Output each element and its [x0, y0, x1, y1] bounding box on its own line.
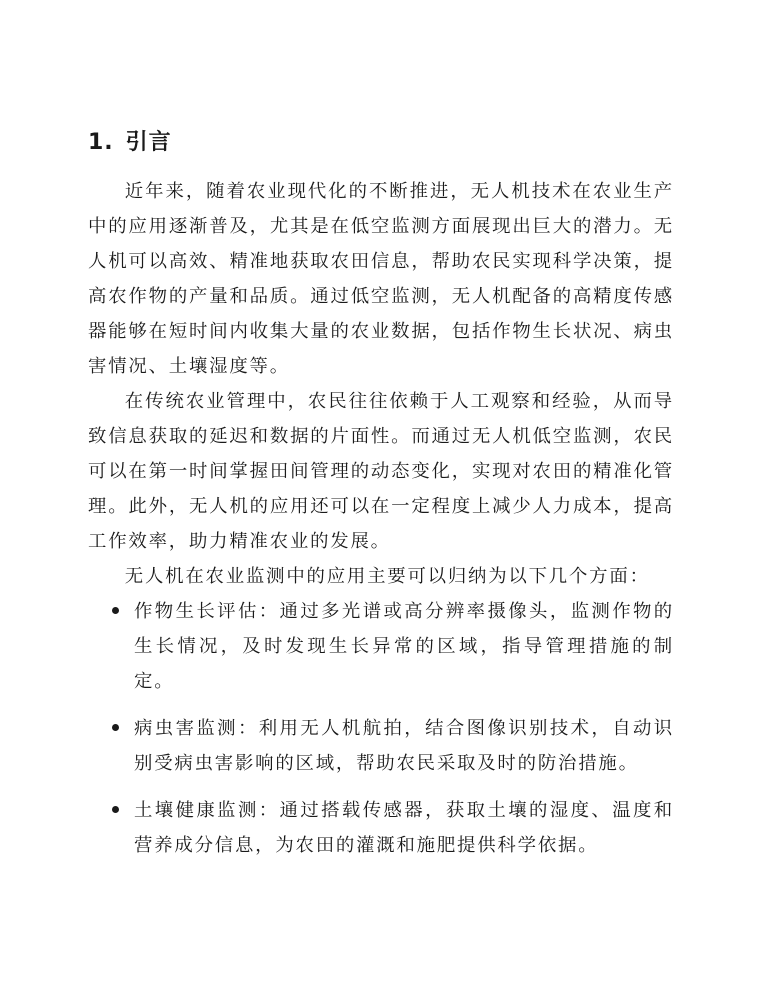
list-item-text: 作物生长评估：通过多光谱或高分辨率摄像头，监测作物的生长情况，及时发现生长异常的区域，指导管理措施的制定。	[134, 601, 674, 692]
bullet-dot-icon	[112, 806, 119, 813]
paragraph-traditional: 在传统农业管理中，农民往往依赖于人工观察和经验，从而导致信息获取的延迟和数据的片面性。而通过无人机低空监测，农民可以在第一时间掌握田间管理的动态变化，实现对农田的精准化管理。此外，无人机的应用还可以在一定程度上减少人力成本，提高工作效率，助力精准农业的发展。	[88, 391, 674, 552]
section-heading	[88, 127, 172, 159]
bullet-dot-icon	[112, 607, 119, 614]
application-list	[88, 594, 674, 863]
section-number: 1.	[88, 129, 114, 155]
paragraph-applications: 无人机在农业监测中的应用主要可以归纳为以下几个方面：	[124, 566, 650, 587]
bullet-dot-icon	[112, 724, 119, 731]
list-item-text: 土壤健康监测：通过搭载传感器，获取土壤的湿度、温度和营养成分信息，为农田的灌溉和施肥提供科学依据。	[134, 800, 674, 856]
list-item	[88, 594, 674, 699]
paragraph-intro: 近年来，随着农业现代化的不断推进，无人机技术在农业生产中的应用逐渐普及，尤其是在低空监测方面展现出巨大的潜力。无人机可以高效、精准地获取农田信息，帮助农民实现科学决策，提高农作物的产量和品质。通过低空监测，无人机配备的高精度传感器能够在短时间内收集大量的农业数据，包括作物生长状况、病虫害情况、土壤湿度等。	[88, 181, 674, 377]
body-text	[88, 174, 674, 863]
section-title: 引言	[125, 129, 172, 155]
list-item	[88, 711, 674, 781]
list-item-text: 病虫害监测：利用无人机航拍，结合图像识别技术，自动识别受病虫害影响的区域，帮助农民采取及时的防治措施。	[134, 718, 674, 774]
list-item	[88, 793, 674, 863]
